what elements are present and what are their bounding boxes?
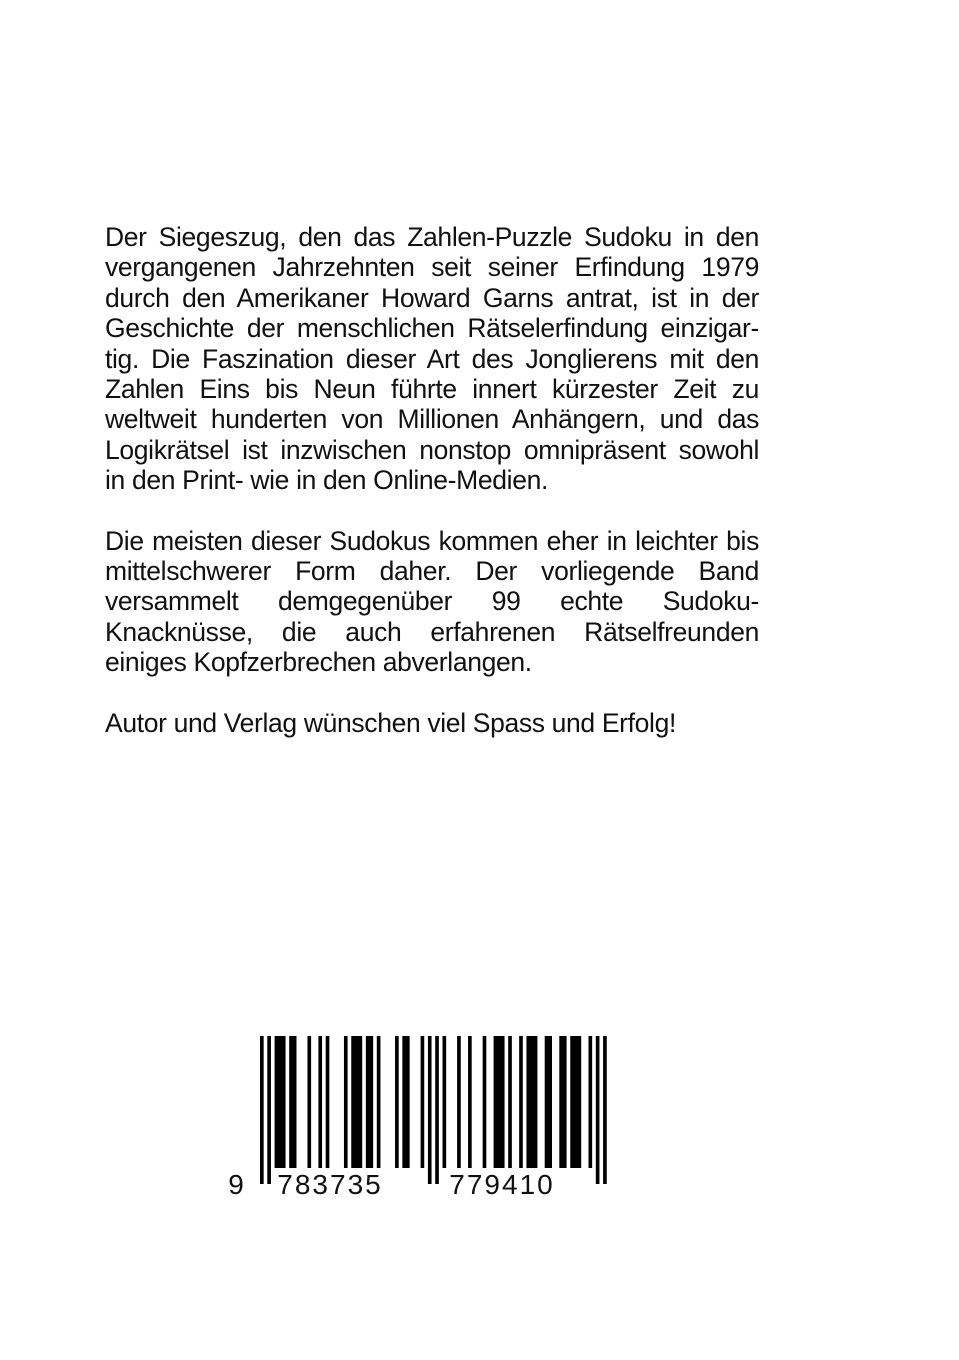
text-line: Knacknüsse, die auch erfahrenen Rätselfreunden	[105, 616, 759, 647]
blurb-text	[105, 222, 759, 738]
barcode-bar	[377, 1036, 381, 1168]
text-line: versammelt demgegenüber 99 echte Sudoku-	[105, 586, 759, 617]
barcode-bar	[545, 1036, 552, 1168]
barcode-left-digits: 783735	[277, 1169, 383, 1199]
barcode-guard-bar	[596, 1036, 600, 1184]
barcode-guard-bar	[428, 1036, 432, 1184]
barcode-bar	[289, 1036, 296, 1168]
barcode-bar	[483, 1036, 487, 1168]
text-line: Logikrätsel ist inzwischen nonstop omnipräsent sowohl	[105, 434, 759, 465]
barcode-bar	[395, 1036, 399, 1168]
barcode-bar	[275, 1036, 286, 1168]
barcode-bar	[519, 1036, 523, 1168]
text-line: weltweit hunderten von Millionen Anhängern, und das	[105, 404, 759, 435]
barcode-bar	[402, 1036, 409, 1168]
text-line: tig. Die Faszination dieser Art des Jonglierens mit den	[105, 343, 759, 374]
barcode-bar	[526, 1036, 537, 1168]
text-line: Zahlen Eins bis Neun führte innert kürzester Zeit zu	[105, 374, 759, 405]
isbn-barcode	[222, 1034, 622, 1199]
barcode-bar	[468, 1036, 472, 1168]
barcode-right-digits: 779410	[449, 1169, 555, 1199]
barcode-bar	[443, 1036, 447, 1168]
barcode-guard-bar	[435, 1036, 439, 1184]
barcode-guard-bar	[260, 1036, 264, 1184]
barcode-bar	[508, 1036, 512, 1168]
text-line: Der Siegeszug, den das Zahlen-Puzzle Sudoku in den	[105, 222, 759, 252]
barcode-bar	[351, 1036, 362, 1168]
barcode-bar	[457, 1036, 461, 1168]
blurb-closing-line	[105, 708, 759, 738]
text-line: Die meisten dieser Sudokus kommen eher in leichter bis	[105, 525, 759, 556]
text-line: mittelschwerer Form daher. Der vorliegende Band	[105, 556, 759, 587]
barcode-bar	[559, 1036, 566, 1168]
text-line: vergangenen Jahrzehnten seit seiner Erfindung 1979	[105, 252, 759, 283]
barcode-bar	[494, 1036, 505, 1168]
text-line: durch den Amerikaner Howard Garns antrat, ist in der	[105, 282, 759, 313]
text-line: Geschichte der menschlichen Rätselerfindung einzigar-	[105, 313, 759, 344]
barcode-guard-bar	[267, 1036, 271, 1184]
blurb-paragraph	[105, 222, 759, 496]
text-line: in den Print- wie in den Online-Medien.	[105, 465, 548, 496]
text-line: einiges Kopfzerbrechen abverlangen.	[105, 647, 532, 678]
blurb-paragraph	[105, 526, 759, 678]
barcode-bar	[326, 1036, 330, 1168]
barcode-lead-digit: 9	[228, 1169, 244, 1199]
text-line: Autor und Verlag wünschen viel Spass und Erfolg!	[105, 707, 676, 738]
barcode-bar	[570, 1036, 581, 1168]
barcode-guard-bar	[603, 1036, 607, 1184]
barcode-bars	[260, 1036, 607, 1184]
barcode-bar	[589, 1036, 593, 1168]
barcode-bar	[421, 1036, 425, 1168]
barcode-bar	[318, 1036, 322, 1168]
barcode-bar	[366, 1036, 373, 1168]
barcode-bar	[307, 1036, 311, 1168]
barcode-bar	[344, 1036, 348, 1168]
